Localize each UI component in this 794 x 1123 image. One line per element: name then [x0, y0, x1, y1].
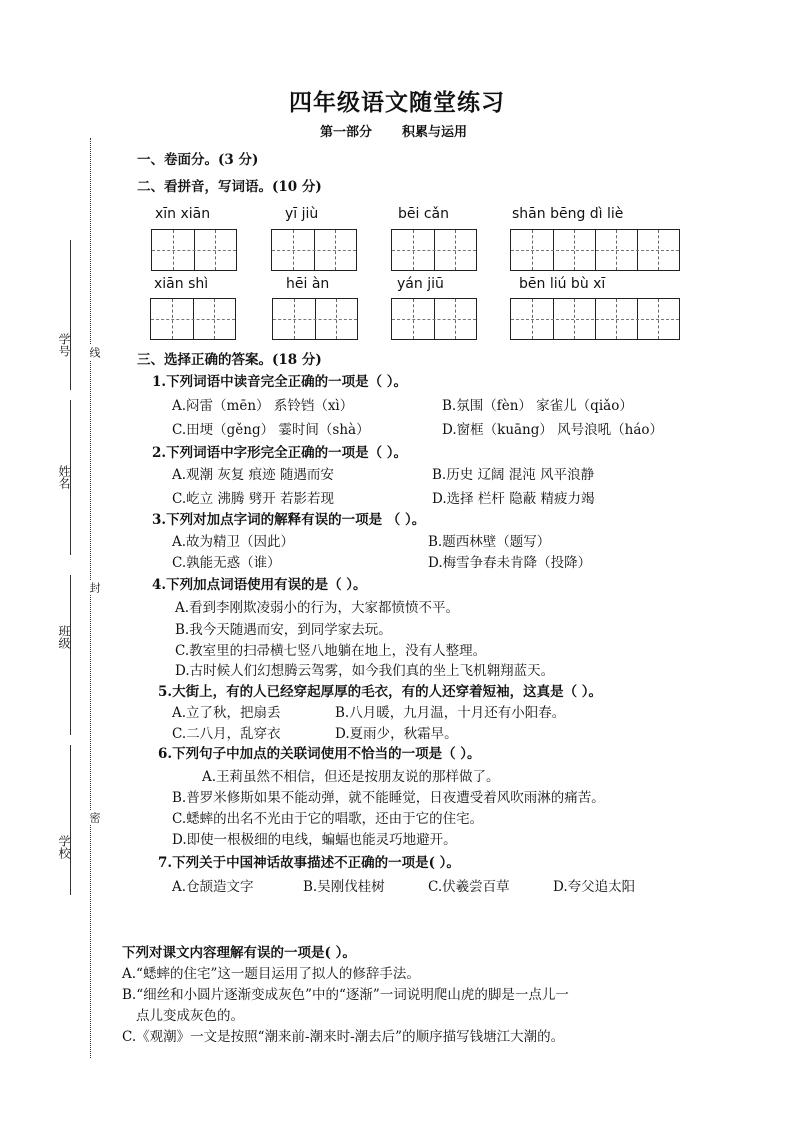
pinyin-2: yī jiù — [285, 206, 319, 222]
q4-option-a[interactable]: A.看到李刚欺凌弱小的行为，大家都愤愤不平。 — [175, 600, 460, 616]
q8-option-b-line2[interactable]: 点儿变成灰色的。 — [136, 1008, 244, 1024]
q3-stem: 3.下列对加点字词的解释有误的一项是 （ ）。 — [152, 512, 426, 528]
xingming-label: 姓名 — [57, 465, 71, 489]
q6-option-a[interactable]: A.王莉虽然不相信，但还是按朋友说的那样做了。 — [202, 769, 500, 785]
q2-option-c[interactable]: C.屹立 沸腾 劈开 若影若现 — [172, 491, 335, 507]
q7-option-d[interactable]: D.夸父追太阳 — [553, 879, 636, 895]
xuexiao-label: 学校 — [57, 835, 71, 859]
q1-option-a[interactable]: A.闷雷（mēn） 系铃铛（xì） — [172, 398, 354, 414]
q3-option-d[interactable]: D.梅雪争春未肯降（投降） — [428, 555, 592, 571]
q5-option-b[interactable]: B.八月暖，九月温，十月还有小阳春。 — [335, 705, 566, 721]
q7-option-b[interactable]: B.吴刚伐桂树 — [303, 879, 385, 895]
pinyin-5: xiān shì — [154, 276, 209, 292]
q7-option-c[interactable]: C.伏羲尝百草 — [428, 879, 510, 895]
q8-option-a[interactable]: A.“蟋蟀的住宅”这一题目运用了拟人的修辞手法。 — [122, 966, 420, 982]
q7-option-a[interactable]: A.仓颉造文字 — [172, 879, 254, 895]
writing-box-8[interactable] — [510, 298, 680, 340]
binding-dotted-line — [90, 138, 91, 1058]
q4-option-d[interactable]: D.古时候人们幻想腾云驾雾，如今我们真的坐上飞机翱翔蓝天。 — [175, 663, 555, 679]
q5-option-c[interactable]: C.二八月，乱穿衣 — [172, 726, 281, 742]
q1-option-b[interactable]: B.氛围（fèn） 家雀儿（qiǎo） — [442, 398, 633, 414]
section-2-heading: 二、看拼音，写词语。(10 分) — [137, 179, 322, 195]
writing-box-7[interactable] — [391, 298, 477, 340]
q3-option-b[interactable]: B.题西林壁（题写） — [428, 534, 551, 550]
pinyin-1: xīn xiān — [155, 206, 211, 222]
q7-stem: 7.下列关于中国神话故事描述不正确的一项是( ）。 — [158, 855, 460, 871]
writing-box-5[interactable] — [150, 298, 236, 340]
q2-stem: 2.下列词语中字形完全正确的一项是（ ）。 — [152, 445, 408, 461]
subtitle — [320, 121, 467, 140]
q6-option-d[interactable]: D.即使一根极细的电线，蝙蝠也能灵巧地避开。 — [172, 832, 457, 848]
writing-box-4[interactable] — [510, 229, 680, 271]
q8-option-c[interactable]: C.《观潮》一文是按照“潮来前-潮来时-潮去后”的顺序描写钱塘江大潮的。 — [122, 1029, 565, 1045]
q5-option-d[interactable]: D.夏雨少，秋霜早。 — [335, 726, 458, 742]
writing-box-3[interactable] — [391, 229, 477, 271]
subtitle-part: 第一部分 — [320, 125, 373, 140]
q1-option-c[interactable]: C.田埂（gěng） 霎时间（shà） — [172, 422, 370, 438]
pinyin-8: bēn liú bù xī — [519, 276, 606, 292]
xuehao-label: 学号 — [57, 333, 71, 357]
feng-mark: 封 — [88, 582, 101, 593]
q1-option-d[interactable]: D.窗框（kuāng） 风号浪吼（háo） — [442, 422, 664, 438]
q6-option-b[interactable]: B.普罗米修斯如果不能动弹，就不能睡觉，日夜遭受着风吹雨淋的痛苦。 — [172, 790, 605, 806]
banji-blank-line — [70, 575, 71, 735]
subtitle-name: 积累与运用 — [402, 125, 468, 140]
pinyin-7: yán jiū — [397, 276, 444, 292]
writing-box-6[interactable] — [272, 298, 358, 340]
q6-stem: 6.下列句子中加点的关联词使用不恰当的一项是（ ）。 — [158, 746, 481, 762]
q1-stem: 1.下列词语中读音完全正确的一项是（ ）。 — [152, 374, 408, 390]
q2-option-a[interactable]: A.观潮 灰复 痕迹 随遇而安 — [172, 467, 334, 483]
q8-stem: 下列对课文内容理解有误的一项是( ）。 — [122, 945, 356, 961]
q5-option-a[interactable]: A.立了秋，把扇丢 — [172, 705, 281, 721]
q4-option-c[interactable]: C.教室里的扫帚横七竖八地躺在地上，没有人整理。 — [175, 643, 487, 659]
section-3-heading: 三、选择正确的答案。(18 分) — [137, 352, 322, 368]
q2-option-d[interactable]: D.选择 栏杆 隐蔽 精疲力竭 — [432, 491, 595, 507]
mi-mark: 密 — [88, 812, 101, 823]
writing-box-1[interactable] — [151, 229, 237, 271]
q5-stem: 5.大街上，有的人已经穿起厚厚的毛衣，有的人还穿着短袖，这真是（ ）。 — [158, 684, 603, 700]
xuehao-blank-line — [70, 240, 71, 390]
writing-box-2[interactable] — [271, 229, 357, 271]
q4-stem: 4.下列加点词语使用有误的是（ ）。 — [152, 577, 367, 593]
q8-option-b-line1[interactable]: B.“细丝和小圆片逐渐变成灰色”中的“逐渐”一词说明爬山虎的脚是一点儿一 — [122, 987, 569, 1003]
pinyin-3: bēi cǎn — [398, 206, 449, 222]
q3-option-a[interactable]: A.故为精卫（因此） — [172, 534, 295, 550]
q2-option-b[interactable]: B.历史 辽阔 混沌 风平浪静 — [432, 467, 595, 483]
pinyin-4: shān bēng dì liè — [512, 206, 624, 222]
banji-label: 班级 — [57, 625, 71, 649]
xuexiao-blank-line — [70, 745, 71, 895]
q4-option-b[interactable]: B.我今天随遇而安，到同学家去玩。 — [175, 622, 392, 638]
section-1-heading: 一、卷面分。(3 分) — [137, 152, 259, 168]
q3-option-c[interactable]: C.孰能无惑（谁） — [172, 555, 281, 571]
xian-mark: 线 — [88, 347, 101, 358]
q6-option-c[interactable]: C.蟋蟀的出名不光由于它的唱歌，还由于它的住宅。 — [172, 811, 484, 827]
pinyin-6: hēi àn — [286, 276, 330, 292]
page-title: 四年级语文随堂练习 — [289, 89, 505, 116]
